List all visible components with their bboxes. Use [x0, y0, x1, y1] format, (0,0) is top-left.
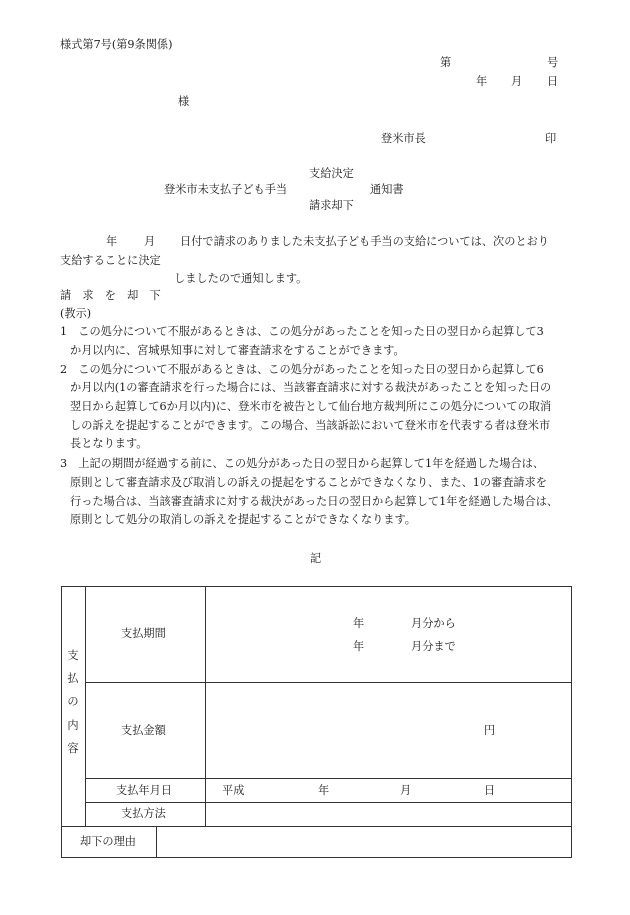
notice-item-2-line-3: 翌日から起算して6か月以内)に、登米市を被告として仙台地方裁判所にこの処分についての取消	[70, 400, 552, 413]
reject-reason-label: 却下の理由	[80, 835, 136, 848]
period-year-from[interactable]: 年	[353, 617, 365, 630]
payment-date-era[interactable]: 平成	[222, 784, 245, 797]
notice-item-2-line-1: 2 この処分について不服があるときは、この処分があったことを知った日の翌日から起算して6	[60, 363, 544, 376]
period-from[interactable]: 月分から	[411, 617, 456, 630]
notice-item-3-line-1: 3 上記の期間が経過する前に、この処分があった日の翌日から起算して1年を経過した場合は、	[60, 457, 545, 470]
side-label-char: 支	[67, 649, 79, 662]
side-label-char: 容	[67, 741, 79, 755]
table-line-method	[61, 826, 572, 827]
payment-date-year[interactable]: 年	[318, 784, 330, 797]
table-line-reject	[156, 826, 157, 858]
table-line-label	[205, 586, 206, 826]
body-line4: 請 求 を 却 下	[60, 289, 161, 302]
table-line-period	[85, 682, 572, 683]
number-prefix: 第	[440, 56, 452, 69]
period-label: 支払期間	[121, 627, 166, 640]
notice-item-2-line-4: しの訴えを提起することができます。この場合、当該訴訟において登米市を代表する者は登米市	[70, 419, 551, 432]
side-label-char: 内	[67, 718, 79, 732]
title-suffix: 通知書	[370, 183, 404, 196]
issuer: 登米市長	[381, 132, 426, 145]
notice-item-3-line-2: 原則として審査請求及び取消しの訴えの提起をすることができなくなり、また、1の審査請求を	[70, 476, 547, 489]
body-month: 月	[144, 235, 156, 248]
seal-mark: 印	[545, 132, 557, 145]
form-id: 様式第7号(第9条関係)	[60, 38, 173, 51]
table-line-date	[85, 802, 572, 803]
ki-heading: 記	[310, 552, 322, 565]
addressee-suffix: 様	[178, 95, 190, 108]
table-line-side	[85, 586, 86, 826]
number-suffix: 号	[547, 56, 559, 69]
side-label-char: の	[67, 695, 79, 709]
date-year: 年	[476, 75, 488, 88]
payment-method-field[interactable]	[210, 806, 568, 824]
date-day: 日	[547, 75, 559, 88]
title-option-reject: 請求却下	[309, 199, 354, 212]
notice-item-1-line-2: か月以内に、宮城県知事に対して審査請求をすることができます。	[70, 344, 405, 357]
payment-method-label: 支払方法	[121, 807, 166, 820]
notice-item-1-line-1: 1 この処分について不服があるときは、この処分があったことを知った日の翌日から起算して3	[60, 325, 544, 338]
payment-date-month[interactable]: 月	[400, 784, 412, 797]
side-label-char: 払	[67, 672, 79, 686]
notice-item-2-line-5: 長となります。	[70, 437, 148, 450]
notice-item-3-line-4: 原則として処分の取消しの訴えを提起することができなくなります。	[70, 513, 416, 526]
reject-reason-field[interactable]	[160, 829, 568, 855]
amount-unit[interactable]: 円	[484, 724, 496, 737]
table-line-amount	[85, 778, 572, 779]
side-label-payment-content	[61, 650, 85, 754]
amount-label: 支払金額	[121, 724, 166, 737]
body-line1: 日付で請求のありました未支払子ども手当の支給については、次のとおり	[180, 235, 549, 248]
body-year: 年	[106, 235, 118, 248]
payment-date-label: 支払年月日	[116, 784, 172, 797]
title-option-grant: 支給決定	[309, 167, 354, 180]
title-main: 登米市未支払子ども手当	[164, 183, 288, 196]
notice-heading: (教示)	[60, 307, 92, 320]
date-month: 月	[511, 75, 523, 88]
payment-date-day[interactable]: 日	[484, 784, 496, 797]
period-year-to[interactable]: 年	[353, 640, 365, 653]
period-to[interactable]: 月分まで	[411, 640, 456, 653]
body-line3: しましたので通知します。	[174, 272, 308, 285]
body-line2: 支給することに決定	[60, 254, 161, 267]
notice-item-3-line-3: 行った場合は、当該審査請求に対する裁決があった日の翌日から起算して1年を経過した場合は、	[70, 495, 559, 508]
notice-item-2-line-2: か月以内(1の審査請求を行った場合には、当該審査請求に対する裁決があったことを知った日の	[70, 381, 552, 394]
